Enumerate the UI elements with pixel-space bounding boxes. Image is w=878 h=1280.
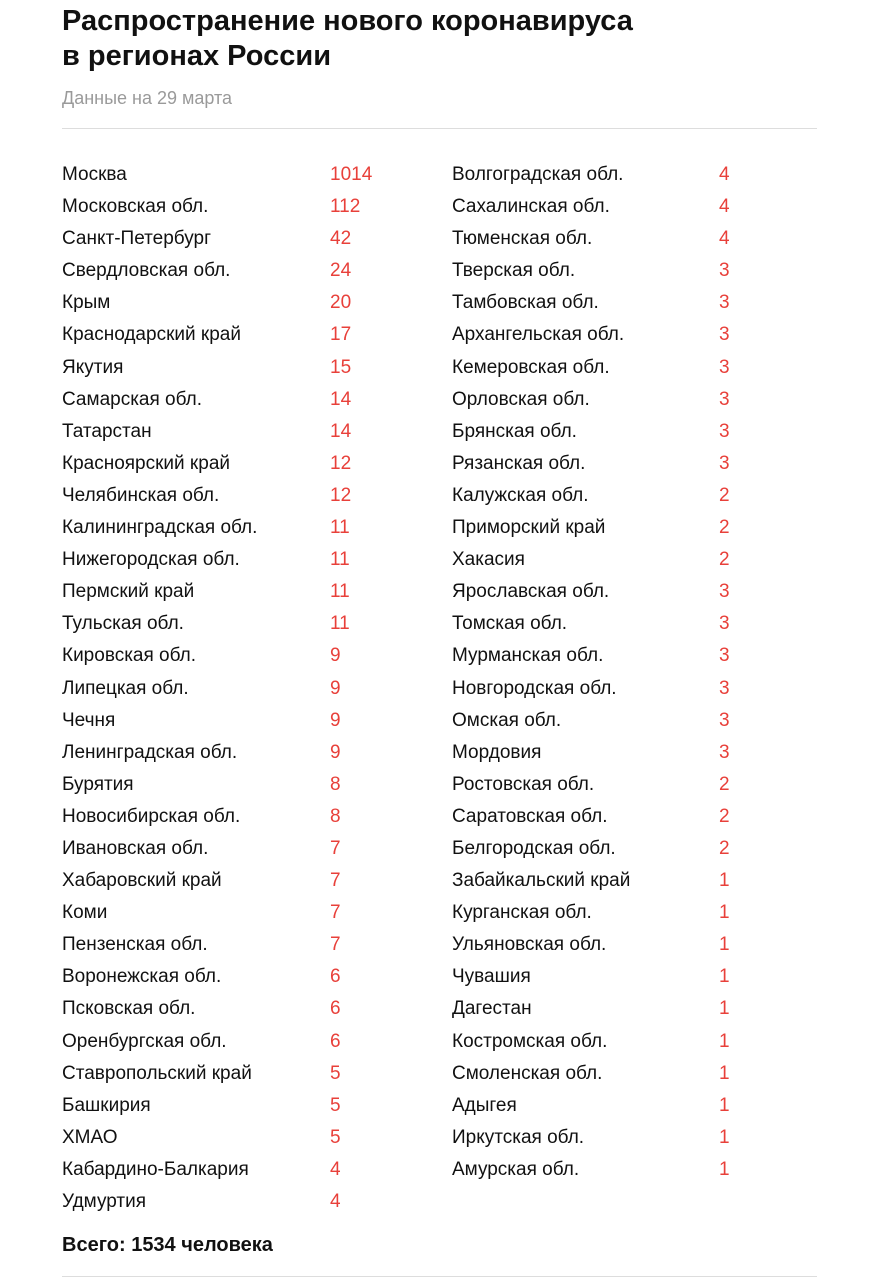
case-count: 1 [719,1126,730,1148]
region-row [452,705,752,737]
case-count: 1 [719,934,730,956]
case-count: 11 [330,549,350,571]
region-name: Башкирия [62,1094,151,1116]
case-count: 1 [719,870,730,892]
region-row [62,223,392,255]
case-count: 3 [719,260,730,282]
region-row [452,480,752,512]
case-count: 3 [719,420,730,442]
case-count: 42 [330,228,352,250]
region-name: Адыгея [452,1094,517,1116]
region-row [62,1186,392,1218]
region-row [62,1026,392,1058]
region-name: Ленинградская обл. [62,741,238,763]
case-count: 1 [719,1030,730,1052]
case-count: 8 [330,773,341,795]
region-row [62,1090,392,1122]
case-count: 7 [330,837,341,859]
region-row [62,287,392,319]
case-count: 3 [719,645,730,667]
case-count: 5 [330,1094,341,1116]
case-count: 2 [719,484,730,506]
region-row [62,961,392,993]
case-count: 6 [330,1030,341,1052]
region-row [452,544,752,576]
region-row [62,705,392,737]
region-name: Тверская обл. [452,260,576,282]
case-count: 1 [719,1158,730,1180]
case-count: 14 [330,388,352,410]
bottom-divider [62,1276,817,1277]
region-name: Якутия [62,356,124,378]
case-count: 1 [719,1062,730,1084]
region-row [452,673,752,705]
region-name: Томская обл. [452,613,568,635]
region-name: Ивановская обл. [62,837,209,859]
case-count: 1 [719,1094,730,1116]
case-count: 2 [719,837,730,859]
region-row [62,1122,392,1154]
region-row [62,929,392,961]
region-name: Красноярский край [62,452,230,474]
region-name: Дагестан [452,998,532,1020]
case-count: 3 [719,324,730,346]
region-row [452,929,752,961]
case-count: 11 [330,581,350,603]
region-name: Хабаровский край [62,870,222,892]
region-name: Рязанская обл. [452,452,586,474]
region-name: Тамбовская обл. [452,292,599,314]
region-name: Московская обл. [62,196,209,218]
case-count: 1014 [330,164,373,185]
region-name: Коми [62,902,108,924]
case-count: 4 [719,196,730,218]
region-row [62,801,392,833]
region-name: Кировская обл. [62,645,197,667]
title-line-1: Распространение нового коронавируса [62,5,633,37]
top-divider [62,128,817,129]
region-name: Забайкальский край [452,870,631,892]
region-name: Тюменская обл. [452,228,593,250]
region-row [452,191,752,223]
region-name: Новосибирская обл. [62,805,241,827]
case-count: 8 [330,805,341,827]
case-count: 7 [330,902,341,924]
region-name: Бурятия [62,773,134,795]
region-name: Нижегородская обл. [62,549,240,571]
region-row [452,1154,752,1186]
region-name: Пензенская обл. [62,934,208,956]
region-row [452,897,752,929]
right-region-list [452,159,752,1186]
region-row [452,1090,752,1122]
region-name: Ярославская обл. [452,581,610,603]
region-name: Орловская обл. [452,388,590,410]
date-subtitle: Данные на 29 марта [62,88,233,108]
region-name: Белгородская обл. [452,837,616,859]
case-count: 3 [719,709,730,731]
region-name: Оренбургская обл. [62,1030,227,1052]
case-count: 4 [330,1158,341,1180]
region-row [62,384,392,416]
case-count: 112 [330,196,361,218]
region-name: Омская обл. [452,709,562,731]
region-name: Калининградская обл. [62,517,258,539]
region-name: Пермский край [62,581,195,603]
case-count: 5 [330,1126,341,1148]
region-row [62,1154,392,1186]
region-name: Краснодарский край [62,324,241,346]
region-row [452,255,752,287]
case-count: 2 [719,805,730,827]
case-count: 11 [330,517,350,539]
region-row [62,737,392,769]
region-row [452,384,752,416]
region-name: Ульяновская обл. [452,934,607,956]
region-name: Хакасия [452,549,525,571]
region-name: Татарстан [62,420,152,442]
region-row [452,961,752,993]
case-count: 3 [719,388,730,410]
region-name: Костромская обл. [452,1030,608,1052]
case-count: 14 [330,420,352,442]
case-count: 1 [719,966,730,988]
region-row [452,159,752,191]
region-row [452,319,752,351]
region-row [62,833,392,865]
region-name: Тульская обл. [62,613,184,635]
case-count: 7 [330,934,341,956]
region-name: Брянская обл. [452,420,577,442]
region-name: Чувашия [452,966,531,988]
region-name: Москва [62,164,127,185]
region-name: Архангельская обл. [452,324,625,346]
region-name: Новгородская обл. [452,677,617,699]
region-name: Свердловская обл. [62,260,231,282]
region-name: Воронежская обл. [62,966,222,988]
case-count: 15 [330,356,352,378]
case-count: 7 [330,870,341,892]
case-count: 1 [719,902,730,924]
case-count: 9 [330,709,341,731]
case-count: 20 [330,292,352,314]
case-count: 3 [719,581,730,603]
case-count: 2 [719,517,730,539]
region-row [452,993,752,1025]
region-name: Крым [62,292,111,314]
region-row [452,640,752,672]
case-count: 1 [719,998,730,1020]
region-name: Иркутская обл. [452,1126,585,1148]
region-name: Саратовская обл. [452,805,608,827]
case-count: 4 [719,164,730,185]
case-count: 2 [719,549,730,571]
case-count: 3 [719,356,730,378]
region-row [452,608,752,640]
region-name: Курганская обл. [452,902,592,924]
region-name: Псковская обл. [62,998,196,1020]
region-row [62,352,392,384]
case-count: 17 [330,324,352,346]
case-count: 12 [330,484,352,506]
case-count: 3 [719,677,730,699]
region-row [452,833,752,865]
region-row [62,769,392,801]
region-row [62,993,392,1025]
case-count: 24 [330,260,352,282]
region-row [62,512,392,544]
case-count: 6 [330,966,341,988]
region-name: Калужская обл. [452,484,589,506]
region-row [452,1026,752,1058]
region-row [452,448,752,480]
region-name: Удмуртия [62,1191,146,1212]
region-name: Ростовская обл. [452,773,595,795]
left-region-list [62,159,392,1218]
region-row [452,801,752,833]
case-count: 9 [330,741,341,763]
region-name: Санкт-Петербург [62,228,212,250]
region-row [62,897,392,929]
region-row [452,287,752,319]
case-count: 11 [330,613,350,635]
region-name: Мурманская обл. [452,645,604,667]
region-row [62,608,392,640]
region-name: Самарская обл. [62,388,203,410]
region-row [62,319,392,351]
region-name: Чечня [62,709,116,731]
case-count: 2 [719,773,730,795]
region-name: Кабардино-Балкария [62,1158,249,1180]
region-name: Приморский край [452,517,606,539]
region-row [452,1122,752,1154]
region-row [62,673,392,705]
region-row [452,352,752,384]
case-count: 9 [330,677,341,699]
case-count: 3 [719,741,730,763]
region-name: Смоленская обл. [452,1062,603,1084]
region-name: Амурская обл. [452,1158,580,1180]
case-count: 12 [330,452,352,474]
region-row [452,865,752,897]
case-count: 3 [719,292,730,314]
region-row [452,223,752,255]
region-row [452,737,752,769]
region-row [62,576,392,608]
case-count: 4 [719,228,730,250]
region-row [62,865,392,897]
region-name: Ставропольский край [62,1062,252,1084]
region-name: Волгоградская обл. [452,164,624,185]
region-row [452,576,752,608]
region-row [62,191,392,223]
region-name: Липецкая обл. [62,677,189,699]
total-count: Всего: 1534 человека [62,1234,273,1256]
region-row [62,640,392,672]
page-title [62,4,822,74]
region-name: Челябинская обл. [62,484,220,506]
case-count: 3 [719,452,730,474]
region-row [62,544,392,576]
region-row [62,416,392,448]
case-count: 6 [330,998,341,1020]
region-row [62,255,392,287]
region-row [62,1058,392,1090]
region-row [62,159,392,191]
region-name: Кемеровская обл. [452,356,610,378]
region-row [452,416,752,448]
region-row [452,512,752,544]
case-count: 9 [330,645,341,667]
region-row [452,769,752,801]
region-name: Мордовия [452,741,542,763]
title-line-2: в регионах России [62,40,332,72]
case-count: 5 [330,1062,341,1084]
case-count: 4 [330,1191,341,1212]
case-count: 3 [719,613,730,635]
region-row [62,480,392,512]
region-name: ХМАО [62,1126,118,1148]
region-row [452,1058,752,1090]
region-name: Сахалинская обл. [452,196,610,218]
region-row [62,448,392,480]
